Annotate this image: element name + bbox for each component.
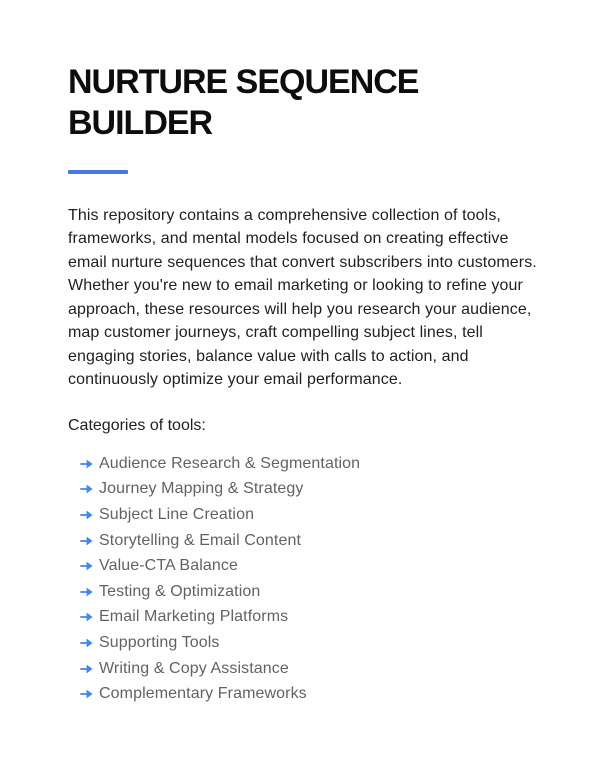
list-item <box>80 451 540 477</box>
arrow-right-icon <box>80 637 93 649</box>
arrow-right-icon <box>80 458 93 470</box>
list-item <box>80 528 540 554</box>
list-item-label: Email Marketing Platforms <box>99 608 289 626</box>
list-item-label: Writing & Copy Assistance <box>99 659 289 677</box>
list-item <box>80 502 540 528</box>
list-item-label: Audience Research & Segmentation <box>99 454 361 472</box>
arrow-right-icon <box>80 611 93 623</box>
page-title: NURTURE SEQUENCE BUILDER <box>68 63 419 142</box>
arrow-right-icon <box>80 483 93 495</box>
list-item-label: Journey Mapping & Strategy <box>99 480 304 498</box>
list-item-label: Value-CTA Balance <box>99 557 238 575</box>
list-item <box>80 605 540 631</box>
arrow-right-icon <box>80 688 93 700</box>
list-item <box>80 681 540 707</box>
list-item-label: Subject Line Creation <box>99 506 255 524</box>
arrow-right-icon <box>80 663 93 675</box>
list-item <box>80 630 540 656</box>
arrow-right-icon <box>80 586 93 598</box>
list-item-label: Storytelling & Email Content <box>99 531 302 549</box>
list-item-label: Complementary Frameworks <box>99 685 307 703</box>
list-item-label: Testing & Optimization <box>99 582 261 600</box>
list-item-label: Supporting Tools <box>99 634 220 652</box>
list-item <box>80 656 540 682</box>
categories-label: Categories of tools: <box>68 416 206 434</box>
arrow-right-icon <box>80 560 93 572</box>
list-item <box>80 579 540 605</box>
categories-list <box>68 451 540 707</box>
arrow-right-icon <box>80 509 93 521</box>
intro-paragraph: This repository contains a comprehensive collection of tools, frameworks, and mental models focused on creating effective email nurture sequences that convert subscribers into customers. Whether you're new to email marketing or looking to refine your approach, these resources will help you research your audience, map customer journeys, craft compelling subject lines, tell engaging stories, balance value with calls to action, and continuously optimize your email performance. <box>68 206 537 389</box>
list-item <box>80 553 540 579</box>
title-divider <box>68 170 128 174</box>
arrow-right-icon <box>80 535 93 547</box>
list-item <box>80 477 540 503</box>
